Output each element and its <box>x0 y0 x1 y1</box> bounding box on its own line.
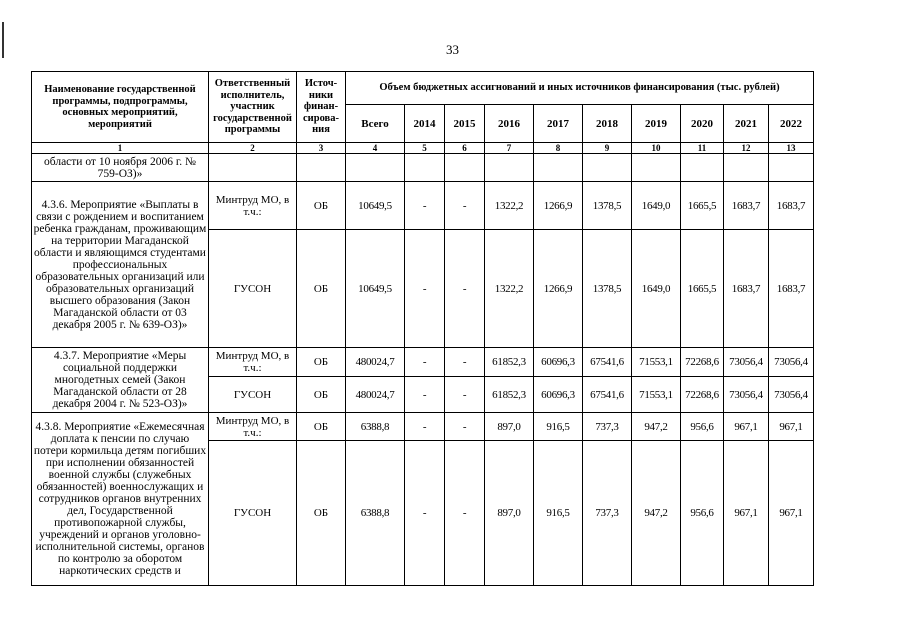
column-index: 1 <box>32 143 209 154</box>
header-year: 2020 <box>681 105 724 143</box>
source-cell: ОБ <box>297 348 346 377</box>
column-index: 7 <box>485 143 534 154</box>
value-cell: 73056,4 <box>769 348 814 377</box>
value-cell: 1378,5 <box>583 230 632 348</box>
value-cell: 1649,0 <box>632 182 681 230</box>
header-source-col: Источ-ники финан-сирова-ния <box>297 72 346 143</box>
value-cell: 967,1 <box>769 441 814 586</box>
value-cell: 67541,6 <box>583 377 632 413</box>
column-index: 13 <box>769 143 814 154</box>
source-cell: ОБ <box>297 413 346 441</box>
value-cell: 480024,7 <box>346 348 405 377</box>
value-cell: 73056,4 <box>724 348 769 377</box>
program-name-cell: 4.3.7. Мероприятие «Меры социальной поддержки многодетных семей (Закон Магаданской области от 28 декабря 2004 г. № 523-ОЗ)» <box>32 348 209 413</box>
executor-cell: ГУСОН <box>209 377 297 413</box>
value-cell: 956,6 <box>681 413 724 441</box>
value-cell: 1322,2 <box>485 182 534 230</box>
value-cell: 1683,7 <box>724 182 769 230</box>
header-year: 2021 <box>724 105 769 143</box>
value-cell: 947,2 <box>632 413 681 441</box>
value-cell: - <box>405 348 445 377</box>
source-cell: ОБ <box>297 230 346 348</box>
source-cell: ОБ <box>297 441 346 586</box>
executor-cell: Минтруд МО, в т.ч.: <box>209 348 297 377</box>
value-cell: 72268,6 <box>681 377 724 413</box>
header-year: 2019 <box>632 105 681 143</box>
table-row <box>32 348 814 377</box>
column-index: 4 <box>346 143 405 154</box>
column-index: 2 <box>209 143 297 154</box>
header-year: 2018 <box>583 105 632 143</box>
value-cell: 1266,9 <box>534 182 583 230</box>
value-cell: 1683,7 <box>769 230 814 348</box>
executor-cell: ГУСОН <box>209 441 297 586</box>
value-cell: 1266,9 <box>534 230 583 348</box>
column-index: 5 <box>405 143 445 154</box>
executor-cell: ГУСОН <box>209 230 297 348</box>
column-index: 11 <box>681 143 724 154</box>
value-cell: 61852,3 <box>485 377 534 413</box>
value-cell: 1683,7 <box>769 182 814 230</box>
executor-cell: Минтруд МО, в т.ч.: <box>209 413 297 441</box>
value-cell: 60696,3 <box>534 348 583 377</box>
column-index: 8 <box>534 143 583 154</box>
value-cell: - <box>445 182 485 230</box>
budget-table <box>31 71 814 586</box>
value-cell: 10649,5 <box>346 230 405 348</box>
value-cell: 73056,4 <box>769 377 814 413</box>
value-cell: 1683,7 <box>724 230 769 348</box>
column-index: 9 <box>583 143 632 154</box>
header-year: 2022 <box>769 105 814 143</box>
value-cell: 737,3 <box>583 441 632 586</box>
value-cell: 967,1 <box>724 413 769 441</box>
value-cell: - <box>405 230 445 348</box>
value-cell: - <box>445 413 485 441</box>
value-cell: 897,0 <box>485 413 534 441</box>
value-cell: 71553,1 <box>632 348 681 377</box>
executor-cell: Минтруд МО, в т.ч.: <box>209 182 297 230</box>
header-year: 2017 <box>534 105 583 143</box>
value-cell: 897,0 <box>485 441 534 586</box>
value-cell: 71553,1 <box>632 377 681 413</box>
value-cell: 1649,0 <box>632 230 681 348</box>
value-cell: - <box>445 348 485 377</box>
value-cell: 916,5 <box>534 413 583 441</box>
value-cell: 1665,5 <box>681 182 724 230</box>
column-index: 3 <box>297 143 346 154</box>
header-executor-col: Ответственный исполнитель, участник государственной программы <box>209 72 297 143</box>
value-cell: - <box>445 441 485 586</box>
value-cell: 67541,6 <box>583 348 632 377</box>
header-year: 2016 <box>485 105 534 143</box>
value-cell: 916,5 <box>534 441 583 586</box>
column-index: 12 <box>724 143 769 154</box>
table-row <box>32 182 814 230</box>
column-index: 10 <box>632 143 681 154</box>
value-cell: 6388,8 <box>346 413 405 441</box>
value-cell: 60696,3 <box>534 377 583 413</box>
table-row <box>32 413 814 441</box>
value-cell: 967,1 <box>769 413 814 441</box>
value-cell: - <box>405 377 445 413</box>
page-number: 33 <box>446 42 459 57</box>
value-cell: 947,2 <box>632 441 681 586</box>
value-cell: 480024,7 <box>346 377 405 413</box>
value-cell: - <box>405 413 445 441</box>
value-cell: - <box>445 377 485 413</box>
value-cell: - <box>445 230 485 348</box>
program-name-cell: 4.3.8. Мероприятие «Ежемесячная доплата к пенсии по случаю потери кормильца детям погибших при исполнении обязанностей военной службы (служебных обязанностей) военнослужащих и сотрудников органов внутренних дел, Государственной противопожарной службы, учреждений и органов уголовно-исполнительной системы, органов по контролю за оборотом наркотических средств и <box>32 413 209 586</box>
value-cell: - <box>405 182 445 230</box>
column-index-row <box>32 143 814 154</box>
value-cell: 737,3 <box>583 413 632 441</box>
value-cell: 72268,6 <box>681 348 724 377</box>
program-name-cell: 4.3.6. Мероприятие «Выплаты в связи с рождением и воспитанием ребенка гражданам, проживающим на территории Магаданской области и являющимся студентами профессиональных образовательных организаций или образовательных организаций высшего образования (Закон Магаданской области от 03 декабря 2005 г. № 639-ОЗ)» <box>32 182 209 348</box>
value-cell: 1378,5 <box>583 182 632 230</box>
column-index: 6 <box>445 143 485 154</box>
value-cell: - <box>405 441 445 586</box>
header-volume-col: Объем бюджетных ассигнований и иных источников финансирования (тыс. рублей) <box>346 72 814 105</box>
header-total: Всего <box>346 105 405 143</box>
value-cell: 1322,2 <box>485 230 534 348</box>
value-cell: 61852,3 <box>485 348 534 377</box>
value-cell: 6388,8 <box>346 441 405 586</box>
table-row <box>32 154 814 182</box>
header-name-col: Наименование государственной программы, подпрограммы, основных мероприятий, мероприятий <box>32 72 209 143</box>
value-cell: 10649,5 <box>346 182 405 230</box>
header-year: 2014 <box>405 105 445 143</box>
header-year: 2015 <box>445 105 485 143</box>
value-cell: 956,6 <box>681 441 724 586</box>
value-cell: 73056,4 <box>724 377 769 413</box>
program-name-cell: области от 10 ноября 2006 г. № 759-ОЗ)» <box>32 154 209 182</box>
value-cell: 1665,5 <box>681 230 724 348</box>
source-cell: ОБ <box>297 182 346 230</box>
source-cell: ОБ <box>297 377 346 413</box>
value-cell: 967,1 <box>724 441 769 586</box>
